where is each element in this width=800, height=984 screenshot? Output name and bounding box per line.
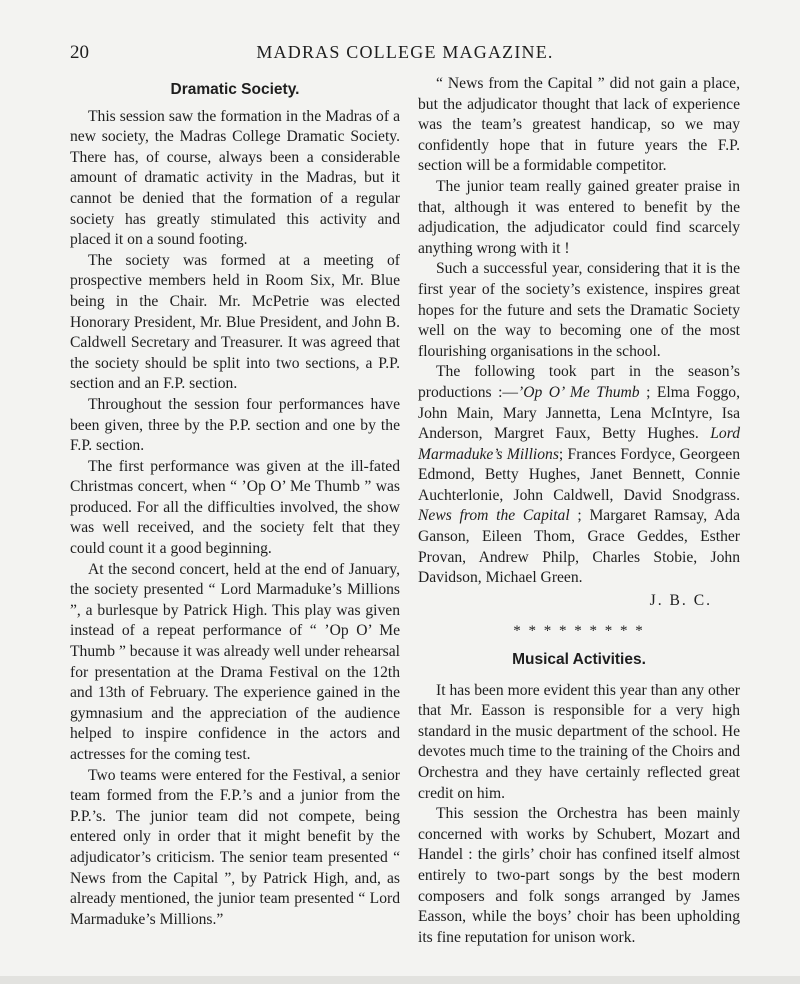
musical-activities-heading: Musical Activities.	[512, 651, 646, 669]
cast-list-paragraph	[418, 362, 740, 589]
cast-op-o-me-thumb: ; Elma Foggo, John Main, Mary Jannetta, Lena McIntyre, Isa Anderson, Margret Faux, Betty Hughes.	[418, 383, 740, 443]
cast-intro: The following took part in the season’s productions :—	[418, 363, 740, 401]
dramatic-paragraph-4: The first performance was given at the ill-fated Christmas concert, when “ ’Op O’ Me Thumb ” was produced. For all the difficulties involved, the show was well received, and the society felt that they could count it a good beginning.	[70, 457, 400, 558]
left-column	[70, 80, 400, 930]
author-signature: J. B. C.	[649, 591, 712, 609]
dramatic-paragraph-9: Such a successful year, considering that it is the first year of the society’s existence, inspires great hopes for the future and sets the Dramatic Society well on the way to becoming one of the most flourishing organisations in the school.	[418, 260, 740, 360]
dramatic-paragraph-3: Throughout the session four performances have been given, three by the P.P. section and one by the F.P. section.	[70, 395, 400, 455]
page-bottom-edge	[0, 976, 800, 984]
dramatic-paragraph-2: The society was formed at a meeting of prospective members held in Room Six, Mr. Blue being in the Chair. Mr. McPetrie was elected Honorary President, Mr. Blue President, and John B. Caldwell Secretary and Treasurer. It was agreed that the society should be split into two sections, a P.P. section and an F.P. section.	[70, 251, 400, 393]
section-separator: * * * * * * * * *	[513, 623, 645, 640]
dramatic-paragraph-8: The junior team really gained greater praise in that, although it was entered to benefit by the adjudication, the adjudicator could find scarcely anything wrong with it !	[418, 177, 740, 257]
right-column	[418, 74, 740, 948]
dramatic-paragraph-7: “ News from the Capital ” did not gain a place, but the adjudicator thought that lack of experience was the team’s greatest handicap, so we may confidently hope that in future years the F.P. section will be a formidable competitor.	[418, 75, 740, 175]
cast-news-from-capital: ; Margaret Ramsay, Ada Ganson, Eileen Thom, Grace Geddes, Esther Provan, Andrew Philp, Charles Stobie, John Davidson, Michael Green.	[418, 507, 740, 587]
running-title: MADRAS COLLEGE MAGAZINE.	[256, 42, 554, 62]
page-number: 20	[70, 42, 89, 63]
cast-lord-marmaduke: ; Frances Fordyce, Georgeen Edmond, Betty Hughes, Janet Bennett, Connie Auchterlonie, John Caldwell, David Snodgrass.	[418, 445, 740, 504]
musical-paragraph-1: It has been more evident this year than any other that Mr. Easson is responsible for a very high standard in the music department of the school. He devotes much time to the training of the Choirs and Orchestra and they have certainly reflected great credit on him.	[418, 681, 740, 802]
dramatic-paragraph-5: At the second concert, held at the end of January, the society presented “ Lord Marmaduke’s Millions ”, a burlesque by Patrick High. This play was given instead of a repeat performance of “ ’Op O’ Me Thumb ” because it was already well under rehearsal for presentation at the Drama Festival on the 12th and 13th of February. The experience gained in the gymnasium and the appreciation of the audience helped to inspire confidence in the actors and actresses for the coming test.	[70, 560, 400, 763]
dramatic-paragraph-1: This session saw the formation in the Madras of a new society, the Madras College Dramatic Society. There has, of course, always been a considerable amount of dramatic activity in the Madras, but it cannot be denied that the formation of a regular society has greatly stimulated this activity and placed it on a sound footing.	[70, 107, 400, 249]
page-header	[70, 42, 740, 66]
musical-paragraph-2: This session the Orchestra has been mainly concerned with works by Schubert, Mozart and Handel : the girls’ choir has confined itself almost entirely to two-part songs by the best modern composers and folk songs arranged by James Easson, while the boys’ choir has been upholding its fine reputation for unison work.	[418, 805, 740, 946]
dramatic-paragraph-6: Two teams were entered for the Festival, a senior team formed from the F.P.’s and a junior from the P.P.’s. The junior team did not compete, being entered only in order that it might benefit by the adjudicator’s criticism. The senior team presented “ News from the Capital ”, by Patrick High, and, as already mentioned, the junior team presented “ Lord Marmaduke’s Millions.”	[70, 766, 400, 928]
play-title-lord-marmaduke: Lord Marmaduke’s Millions	[418, 425, 740, 463]
play-title-news-from-capital: News from the Capital	[418, 507, 570, 525]
dramatic-society-heading: Dramatic Society.	[170, 81, 300, 98]
play-title-op-o-me-thumb: ’Op O’ Me Thumb	[518, 383, 640, 401]
